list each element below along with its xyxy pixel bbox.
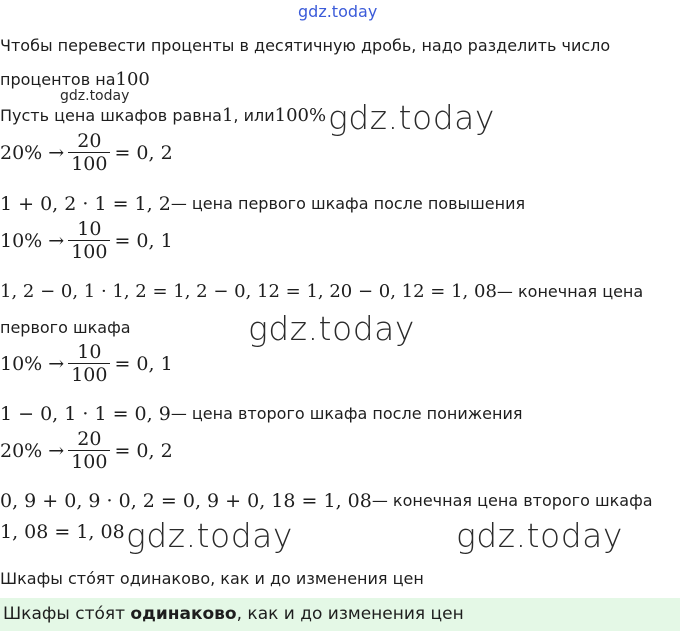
- equation-4-math: 0, 9 + 0, 9 · 0, 2 = 0, 9 + 0, 18 = 1, 08: [0, 490, 372, 512]
- intro-line-2-text: процентов на: [0, 70, 116, 89]
- equation-2-continuation: первого шкафа: [0, 318, 131, 337]
- fraction-1-right: = 0, 2: [114, 141, 173, 164]
- fraction-4-left: 20% →: [0, 439, 65, 462]
- intro-line-3-text-a: Пусть цена шкафов равна: [0, 106, 222, 125]
- fraction-2-denominator: 100: [71, 241, 108, 263]
- watermark-big-4: gdz.today: [456, 516, 623, 555]
- equation-line-1: [0, 192, 525, 216]
- watermark-big-1: gdz.today: [328, 98, 495, 137]
- intro-line-3-text-c: , или: [233, 106, 275, 125]
- fraction-3-left: 10% →: [0, 352, 65, 375]
- fraction-1-numerator: 20: [68, 130, 110, 153]
- fraction-line-1: [0, 130, 173, 175]
- intro-line-1: Чтобы перевести проценты в десятичную дробь, надо разделить число: [0, 36, 611, 55]
- fraction-4-denominator: 100: [71, 451, 108, 473]
- answer-text-before: Шкафы сто́ят: [3, 604, 131, 624]
- fraction-4: [68, 428, 110, 473]
- watermark-small: gdz.today: [60, 88, 130, 104]
- fraction-line-2: [0, 218, 173, 263]
- answer-text: [3, 604, 464, 624]
- fraction-1-denominator: 100: [71, 153, 108, 175]
- fraction-3-right: = 0, 1: [114, 352, 173, 375]
- fraction-3-denominator: 100: [71, 364, 108, 386]
- answer-box: [0, 598, 680, 631]
- fraction-4-right: = 0, 2: [114, 439, 173, 462]
- equation-1-text: — цена первого шкафа после повышения: [170, 194, 526, 213]
- fraction-2-left: 10% →: [0, 229, 65, 252]
- intro-line-3: [0, 104, 326, 128]
- equation-line-3: [0, 402, 522, 426]
- equation-line-4: [0, 489, 653, 513]
- watermark-big-3: gdz.today: [126, 516, 293, 555]
- fraction-2: [68, 218, 110, 263]
- intro-line-3-percent: 100%: [274, 105, 327, 126]
- answer-text-after: , как и до изменения цен: [236, 604, 464, 624]
- conclusion-text: Шкафы сто́ят одинаково, как и до изменения цен: [0, 569, 424, 588]
- fraction-line-3: [0, 341, 173, 386]
- equation-line-2: [0, 280, 643, 304]
- fraction-1-left: 20% →: [0, 141, 65, 164]
- equation-1-math: 1 + 0, 2 · 1 = 1, 2: [0, 193, 171, 215]
- equation-2-math: 1, 2 − 0, 1 · 1, 2 = 1, 2 − 0, 12 = 1, 20 − 0, 12 = 1, 08: [0, 281, 497, 302]
- fraction-1: [68, 130, 110, 175]
- fraction-3-numerator: 10: [68, 341, 110, 364]
- fraction-2-numerator: 10: [68, 218, 110, 241]
- equation-3-math: 1 − 0, 1 · 1 = 0, 9: [0, 403, 171, 425]
- fraction-4-numerator: 20: [68, 428, 110, 451]
- equation-4-text: — конечная цена второго шкафа: [371, 491, 653, 510]
- intro-line-2-number: 100: [115, 69, 150, 90]
- equation-line-5: 1, 08 = 1, 08: [0, 521, 125, 543]
- watermark-top: gdz.today: [298, 2, 378, 21]
- fraction-3: [68, 341, 110, 386]
- watermark-big-2: gdz.today: [248, 309, 415, 348]
- fraction-line-4: [0, 428, 173, 473]
- equation-2-text: — конечная цена: [496, 282, 644, 301]
- answer-text-bold: одинаково: [130, 604, 237, 624]
- fraction-2-right: = 0, 1: [114, 229, 173, 252]
- intro-line-3-one: 1: [221, 105, 234, 126]
- equation-3-text: — цена второго шкафа после понижения: [170, 404, 523, 423]
